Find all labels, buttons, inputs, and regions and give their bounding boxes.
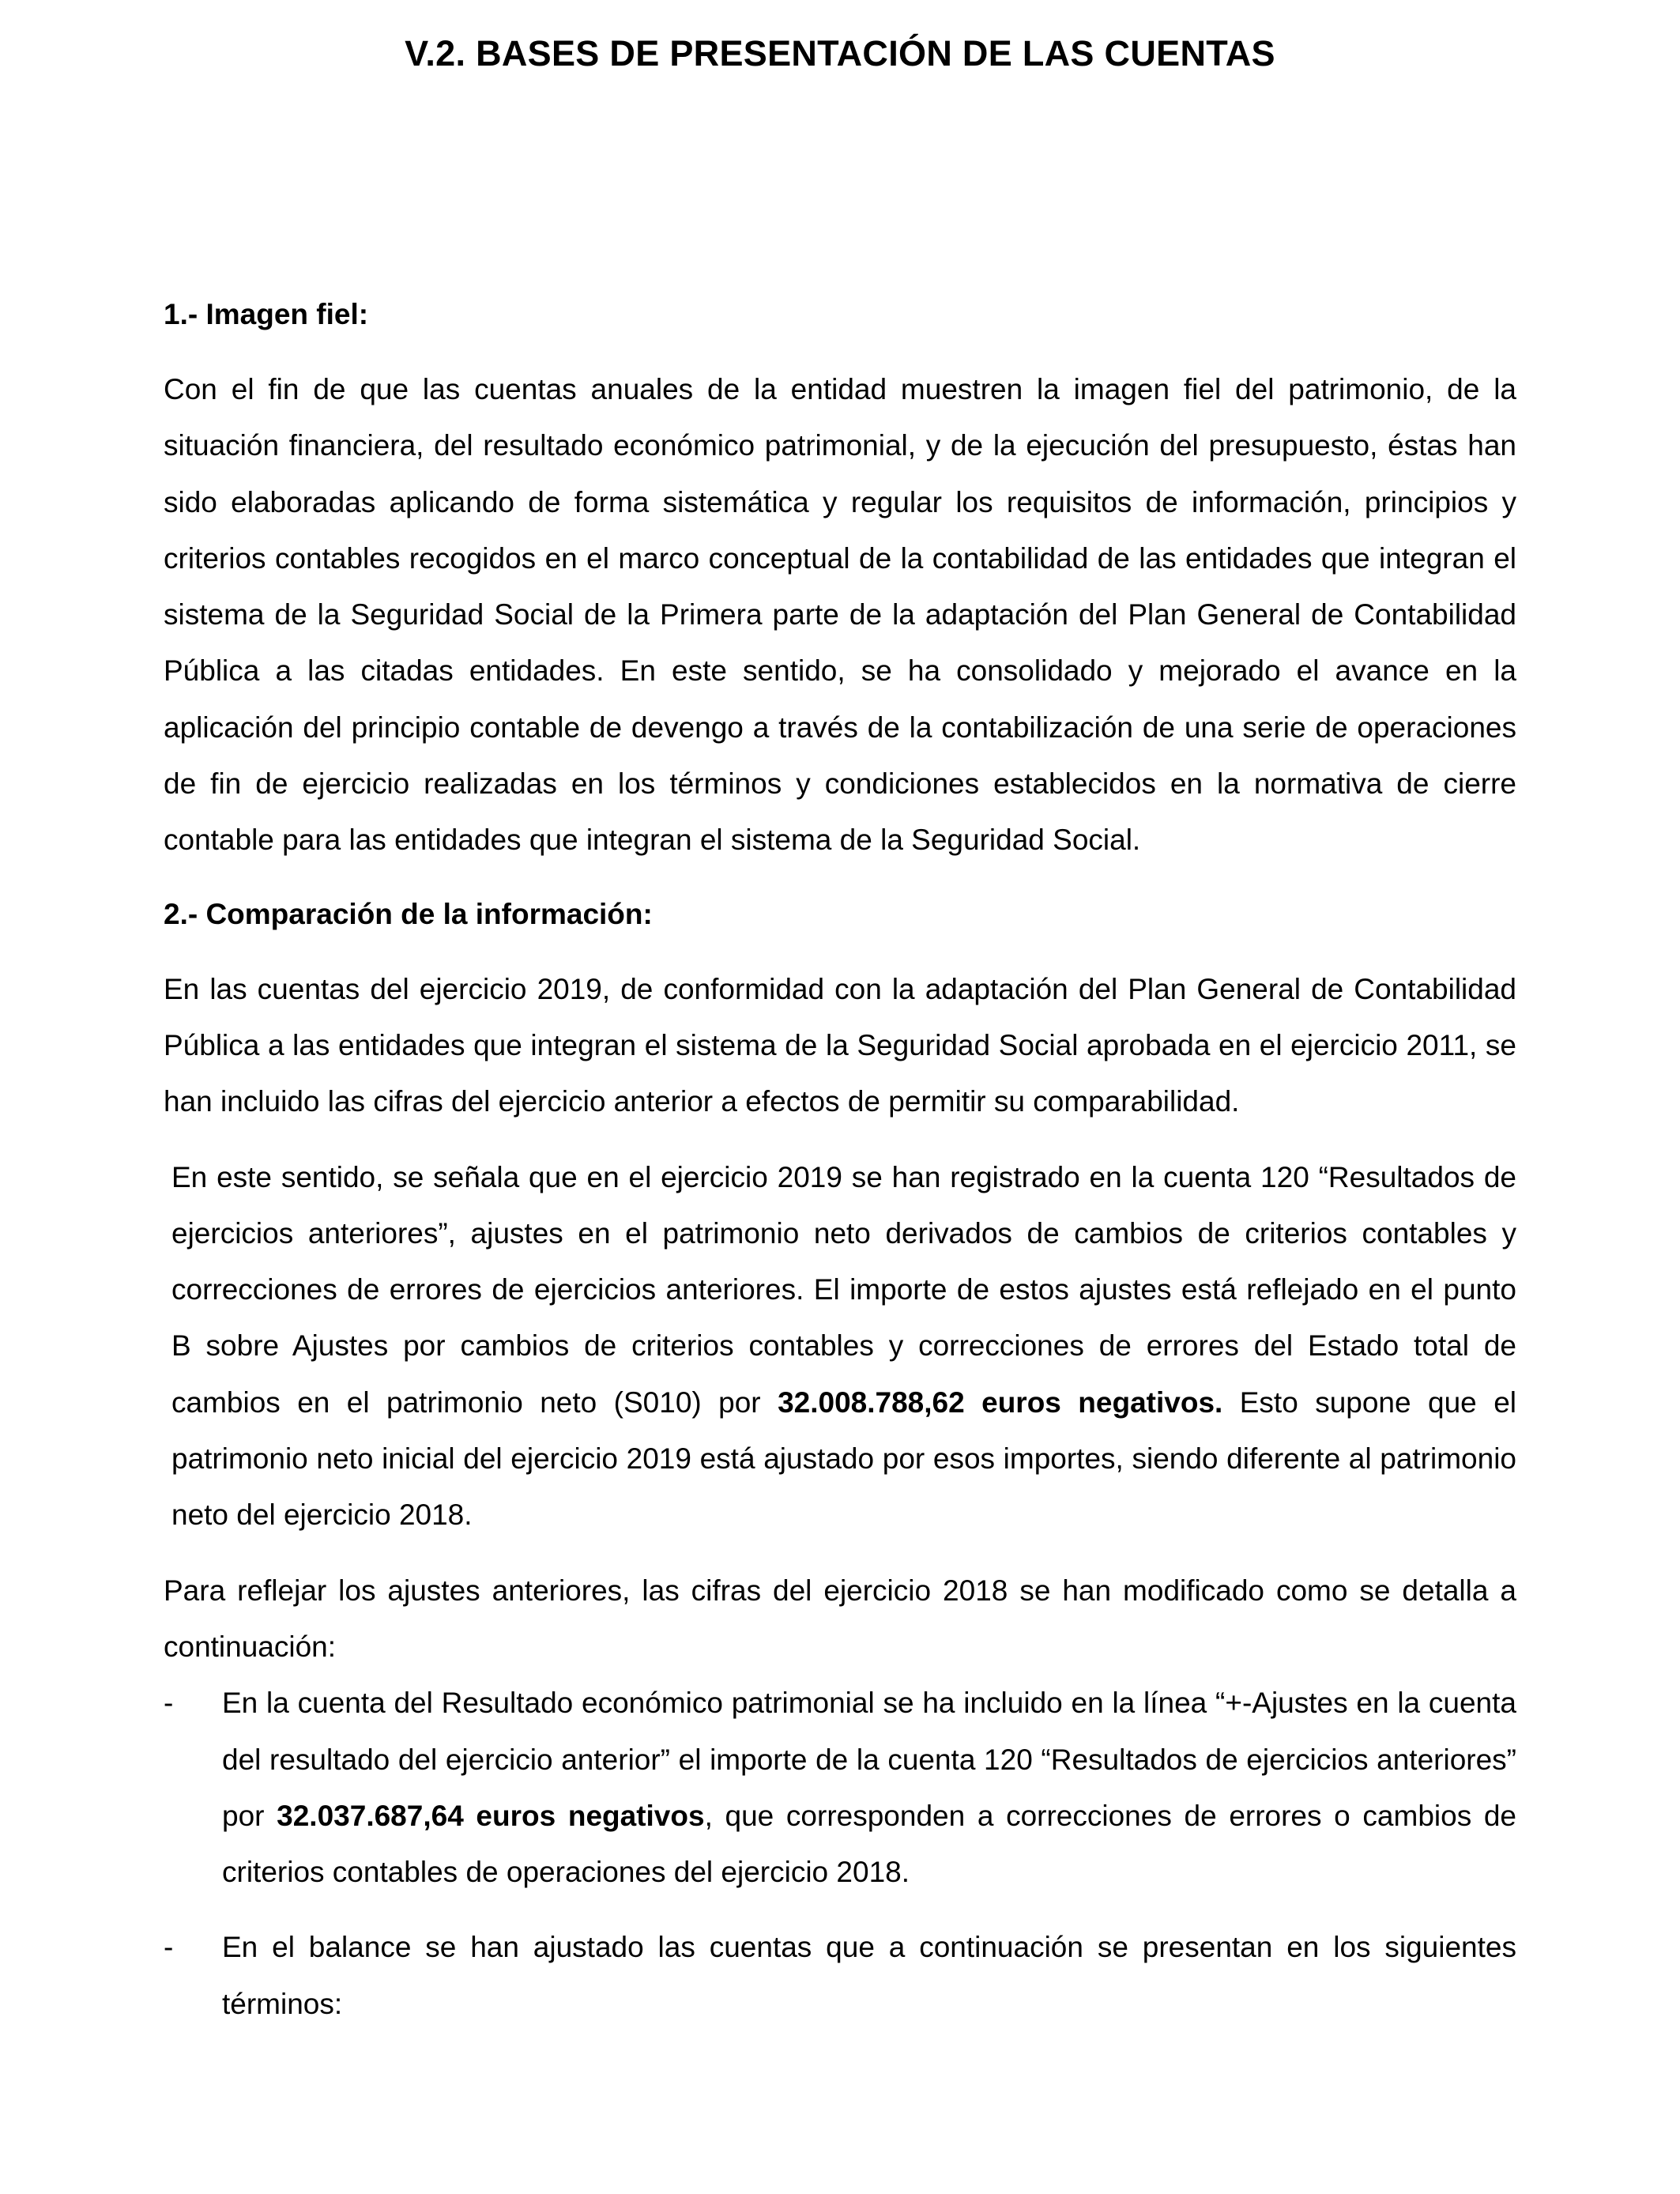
paragraph-comparacion-2-text-a: En este sentido, se señala que en el ejercicio 2019 se han registrado en la cuenta 120 “Resultados de ejercicios anteriores”, ajustes en el patrimonio neto derivados de cambios de criterios contables y correcciones de errores de ejercicios anteriores. El importe de estos ajustes está reflejado en el punto B sobre Ajustes por cambios de criterios contables y correcciones de errores del Estado total de cambios en el patrimonio neto (S010) por <box>171 1160 1516 1419</box>
list-item-text-b: , que corresponden a correcciones de errores o cambios de criterios contables de operaciones del ejercicio 2018. <box>222 1799 1517 1889</box>
paragraph-imagen-fiel: Con el fin de que las cuentas anuales de la entidad muestren la imagen fiel del patrimonio, de la situación financiera, del resultado económico patrimonial, y de la ejecución del presupuesto, éstas han sido elaboradas aplicando de forma sistemática y regular los requisitos de información, principios y criterios contables recogidos en el marco conceptual de la contabilidad de las entidades que integran el sistema de la Seguridad Social de la Primera parte de la adaptación del Plan General de Contabilidad Pública a las citadas entidades. En este sentido, se ha consolidado y mejorado el avance en la aplicación del principio contable de devengo a través de la contabilización de una serie de operaciones de fin de ejercicio realizadas en los términos y condiciones establecidos en la normativa de cierre contable para las entidades que integran el sistema de la Seguridad Social. <box>164 373 1516 857</box>
section-heading-imagen-fiel: 1.- Imagen fiel: <box>164 298 369 330</box>
paragraph-comparacion-2-text-b: Esto supone que el patrimonio neto inicial del ejercicio 2019 está ajustado por esos importes, siendo diferente al patrimonio neto del ejercicio 2018. <box>171 1385 1516 1532</box>
amount-negative-2: 32.037.687,64 euros negativos <box>277 1799 705 1832</box>
list-item <box>164 1919 1516 2032</box>
list-item-text-a: En la cuenta del Resultado económico patrimonial se ha incluido en la línea “+-Ajustes en la cuenta del resultado del ejercicio anterior” el importe de la cuenta 120 “Resultados de ejercicios anteriores” por <box>222 1687 1516 1832</box>
amount-negative-1: 32.008.788,62 euros negativos. <box>778 1385 1223 1419</box>
adjustments-list <box>164 1675 1516 2032</box>
list-item-text-a: En el balance se han ajustado las cuentas que a continuación se presentan en los siguientes términos: <box>222 1931 1516 2020</box>
page-title: V.2. BASES DE PRESENTACIÓN DE LAS CUENTAS <box>405 33 1275 74</box>
paragraph-comparacion-3: Para reflejar los ajustes anteriores, las cifras del ejercicio 2018 se han modificado como se detalla a continuación: <box>164 1574 1516 1663</box>
bullet-dash: - <box>164 1931 174 1964</box>
bullet-dash: - <box>164 1687 174 1720</box>
list-item <box>164 1675 1516 1900</box>
paragraph-comparacion-1: En las cuentas del ejercicio 2019, de conformidad con la adaptación del Plan General de Contabilidad Pública a las entidades que integran el sistema de la Seguridad Social aprobada en el ejercicio 2011, se han incluido las cifras del ejercicio anterior a efectos de permitir su comparabilidad. <box>164 972 1516 1118</box>
paragraph-comparacion-2 <box>164 1149 1516 1544</box>
section-heading-comparacion: 2.- Comparación de la información: <box>164 897 653 930</box>
